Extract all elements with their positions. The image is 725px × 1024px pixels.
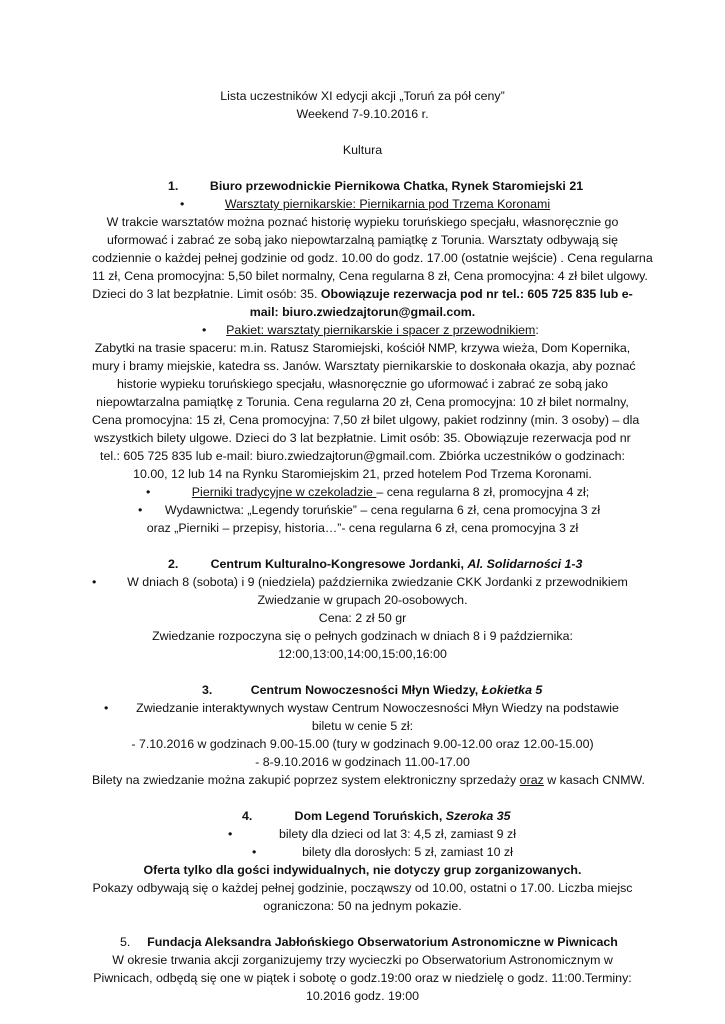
s1-item-4-cont: oraz „Pierniki – przepisy, historia…”- cena regularna 6 zł, cena promocyjna 3 zł	[146, 521, 579, 535]
s1-item-2-title: • Pakiet: warsztaty piernikarskie i spacer z przewodnikiem:	[202, 323, 539, 337]
s2-bullet-line: • W dniach 8 (sobota) i 9 (niedziela) października zwiedzanie CKK Jordanki z przewodnikiem	[92, 575, 628, 589]
s2-line: Cena: 2 zł 50 gr	[318, 611, 407, 625]
s5-line: W okresie trwania akcji zorganizujemy trzy wycieczki po Obserwatorium Astronomicznym w	[112, 953, 613, 967]
bullet-icon: •	[146, 485, 151, 499]
section-1-title: Biuro przewodnickie Piernikowa Chatka, Rynek Staromiejski 21	[209, 179, 584, 193]
s4-line: Pokazy odbywają się o każdej pełnej godzinie, począwszy od 10.00, ostatni o 17.00. Liczba miejsc	[92, 881, 633, 895]
s4-bullet-2: • bilety dla dorosłych: 5 zł, zamiast 10 zł	[252, 845, 513, 859]
s1-item-1-line: Dzieci do 3 lat bezpłatnie. Limit osób: 35. Obowiązuje rezerwacja pod nr tel.: 605 725 835 lub e-	[92, 287, 633, 301]
s1-item-2-line: historie wypieku toruńskiego specjału, własnoręcznie go uformować i zabrać ze sobą jako	[116, 377, 609, 391]
s1-item-3: • Pierniki tradycyjne w czekoladzie – cena regularna 8 zł, promocyjna 4 zł;	[146, 485, 590, 499]
s5-line: Piwnicach, odbędą się one w piątek i sobotę o godz.19:00 oraz w niedzielę o godz. 11:00.Terminy:	[93, 971, 632, 985]
s3-line: - 8-9.10.2016 w godzinach 11.00-17.00	[255, 755, 470, 769]
section-2-heading: 2. Centrum Kulturalno-Kongresowe Jordanki, Al. Solidarności 1-3	[168, 557, 583, 571]
s1-item-2-line: 10.00, 12 lub 14 na Rynku Staromiejskim 21, przed hotelem Pod Trzema Koronami.	[133, 467, 592, 481]
s1-item-1-line: 11 zł, Cena promocyjna: 5,50 bilet normalny, Cena regularna 8 zł, Cena promocyjna: 4 zł bilet ulgowy.	[92, 269, 648, 283]
document-title: Lista uczestników XI edycji akcji „Toruń za pół ceny”	[220, 89, 505, 103]
s1-item-1-line: codziennie o każdej pełnej godzinie od godz. 10.00 do godz. 17.00 (ostatnie wejście) . Cena regularna	[92, 251, 653, 265]
bullet-icon: •	[228, 827, 233, 841]
s2-line: 12:00,13:00,14:00,15:00,16:00	[278, 647, 447, 661]
s1-item-2-line: tel.: 605 725 835 lub e-mail: biuro.zwiedzajtorun@gmail.com. Zbiórka uczestników o godzinach:	[100, 449, 625, 463]
s1-item-1-title: • Warsztaty piernikarskie: Piernikarnia pod Trzema Koronami	[180, 197, 551, 211]
bullet-icon: •	[92, 575, 97, 589]
section-1-heading	[92, 177, 633, 195]
section-1-number: 1.	[168, 179, 179, 193]
section-3-heading: 3. Centrum Nowoczesności Młyn Wiedzy, Łokietka 5	[202, 683, 543, 697]
s1-item-2-line: wszystkich bilety ulgowe. Dzieci do 3 lat bezpłatnie. Limit osób: 35. Obowiązuje rezerwacja pod nr	[94, 431, 631, 445]
s1-item-2-line: mury i bramy miejskie, katedra ss. Janów. Warsztaty piernikarskie to doskonała okazja, aby poznać	[92, 359, 636, 373]
section-2-number: 2.	[168, 557, 179, 571]
s3-line: biletu w cenie 5 zł:	[311, 719, 414, 733]
bullet-icon: •	[202, 323, 207, 337]
bullet-icon: •	[252, 845, 257, 859]
section-4-heading: 4. Dom Legend Toruńskich, Szeroka 35	[242, 809, 511, 823]
section-5-title: Fundacja Aleksandra Jabłońskiego Obserwatorium Astronomiczne w Piwnicach	[147, 935, 618, 949]
section-4-number: 4.	[242, 809, 253, 823]
bullet-icon: •	[104, 701, 109, 715]
s1-item-2-line: niepowtarzalna pamiątkę z Torunia. Cena regularna 20 zł, Cena promocyjna: 10 zł bilet normalny,	[96, 395, 629, 409]
s3-line: - 7.10.2016 w godzinach 9.00-15.00 (tury w godzinach 9.00-12.00 oraz 12.00-15.00)	[131, 737, 594, 751]
s5-line: 10.2016 godz. 19:00	[306, 989, 419, 1003]
s4-line: ograniczona: 50 na jednym pokazie.	[263, 899, 462, 913]
s2-line: Zwiedzanie rozpoczyna się o pełnych godzinach w dniach 8 i 9 października:	[152, 629, 573, 643]
s1-item-2-line: Cena promocyjna: 15 zł, Cena promocyjna: 7,50 zł bilet ulgowy, pakiet rodzinny (min. 3 osoby) – dla	[92, 413, 640, 427]
s4-bullet-1: • bilety dla dzieci od lat 3: 4,5 zł, zamiast 9 zł	[228, 827, 516, 841]
document-subtitle: Weekend 7-9.10.2016 r.	[296, 107, 429, 121]
s3-last-line: Bilety na zwiedzanie można zakupić poprzez system elektroniczny sprzedaży oraz w kasach CNMW.	[92, 773, 645, 787]
s3-bullet-line: • Zwiedzanie interaktywnych wystaw Centrum Nowoczesności Młyn Wiedzy na podstawie	[104, 701, 619, 715]
section-5-number: 5.	[120, 935, 131, 949]
s4-bold-note: Oferta tylko dla gości indywidualnych, nie dotyczy grup zorganizowanych.	[143, 863, 582, 877]
bullet-icon: •	[138, 503, 143, 517]
category-heading: Kultura	[342, 143, 383, 157]
section-5-heading	[92, 933, 633, 951]
s1-item-1-contact: mail: biuro.zwiedzajtorun@gmail.com.	[249, 305, 476, 319]
s1-item-1-line: W trakcie warsztatów można poznać historię wypieku toruńskiego specjału, własnoręcznie go	[106, 215, 619, 229]
s1-item-1-line: uformować i zabrać ze sobą jako niepowtarzalną pamiątkę z Torunia. Warsztaty odbywają się	[106, 233, 618, 247]
s1-item-4: • Wydawnictwa: „Legendy toruńskie” – cena regularna 6 zł, cena promocyjna 3 zł	[138, 503, 601, 517]
document-page	[92, 87, 653, 1005]
s1-item-2-line: Zabytki na trasie spaceru: m.in. Ratusz Staromiejski, kościół NMP, krzywa wieża, Dom Kopernika,	[94, 341, 631, 355]
bullet-icon: •	[180, 197, 185, 211]
section-3-number: 3.	[202, 683, 213, 697]
s2-line: Zwiedzanie w grupach 20-osobowych.	[257, 593, 468, 607]
